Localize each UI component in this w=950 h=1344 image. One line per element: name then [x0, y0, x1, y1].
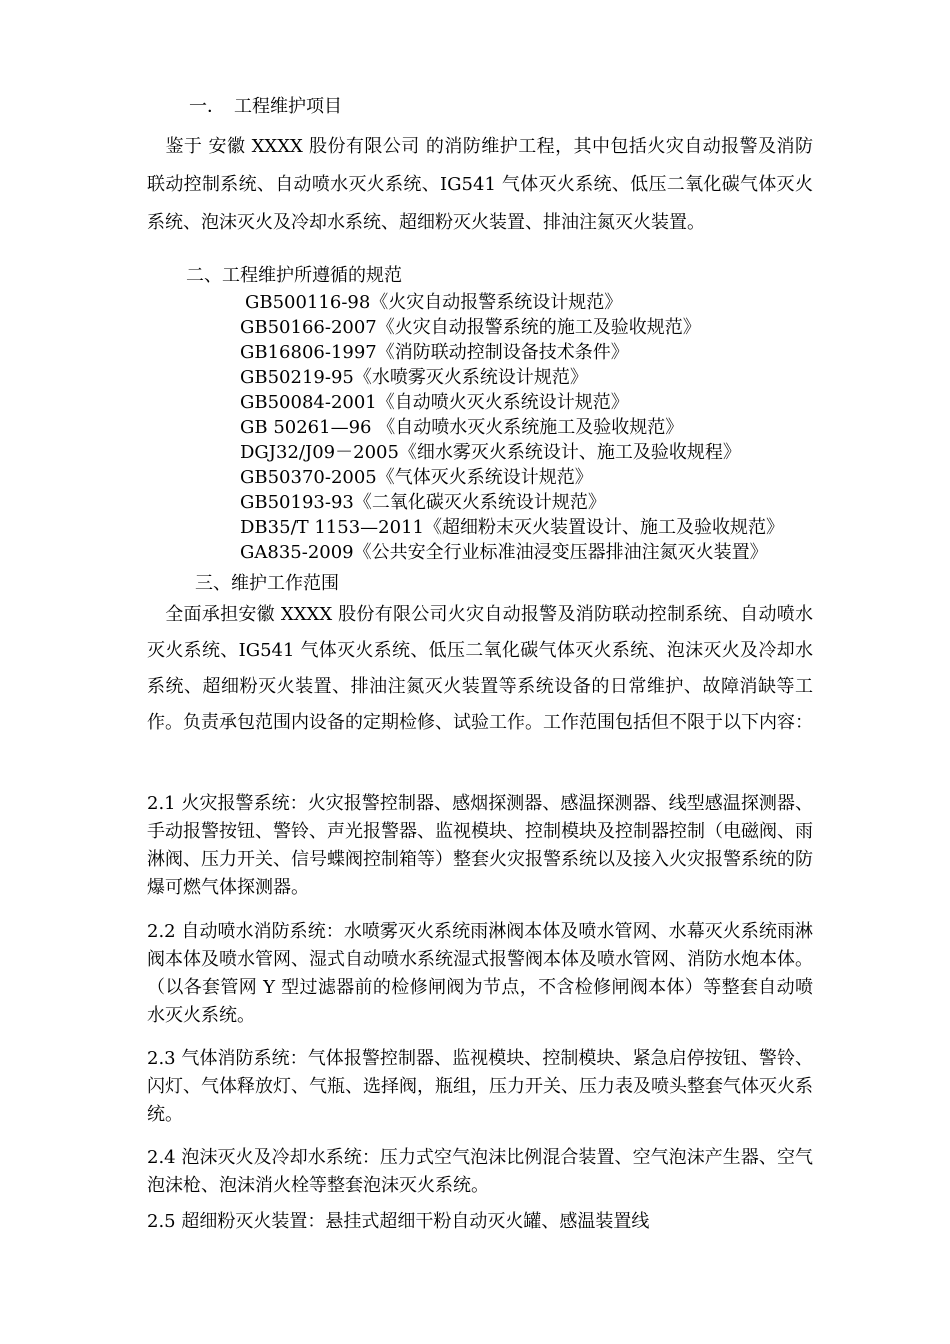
section2-heading: 二、工程维护所遵循的规范 [186, 265, 402, 286]
section1-heading: 一． 工程维护项目 [189, 96, 342, 117]
scope-item-foam: 2.4 泡沫灭火及冷却水系统：压力式空气泡沫比例混合装置、空气泡沫产生器、空气泡沫枪、泡沫消火栓等整套泡沫灭火系统。 [147, 1147, 813, 1196]
standard-item: GB50084-2001《自动喷火灭火系统设计规范》 [240, 392, 629, 413]
section1-body: 鉴于 安徽 XXXX 股份有限公司 的消防维护工程，其中包括火灾自动报警及消防联动控制系统、自动喷水灭火系统、IG541 气体灭火系统、低压二氧化碳气体灭火系统、泡沫灭火及冷却水系统、超细粉灭火装置、排油注氮灭火装置。 [147, 136, 813, 233]
standard-item: GB500116-98《火灾自动报警系统设计规范》 [245, 292, 623, 313]
section3-body: 全面承担安徽 XXXX 股份有限公司火灾自动报警及消防联动控制系统、自动喷水灭火系统、IG541 气体灭火系统、低压二氧化碳气体灭火系统、泡沫灭火及冷却水系统、超细粉灭火装置、排油注氮灭火装置等系统设备的日常维护、故障消缺等工作。负责承包范围内设备的定期检修、试验工作。工作范围包括但不限于以下内容： [147, 604, 813, 733]
standard-item: GA835-2009《公共安全行业标准油浸变压器排油注氮灭火装置》 [240, 542, 768, 563]
standard-item: DGJ32/J09－2005《细水雾灭火系统设计、施工及验收规程》 [240, 442, 741, 463]
scope-item-gas: 2.3 气体消防系统：气体报警控制器、监视模块、控制模块、紧急启停按钮、警铃、闪灯、气体释放灯、气瓶、选择阀，瓶组，压力开关、压力表及喷头整套气体灭火系统。 [147, 1048, 813, 1125]
standard-item: GB 50261—96 《自动喷水灭火系统施工及验收规范》 [240, 417, 684, 438]
scope-item-fire-alarm: 2.1 火灾报警系统：火灾报警控制器、感烟探测器、感温探测器、线型感温探测器、手动报警按钮、警铃、声光报警器、监视模块、控制模块及控制器控制（电磁阀、雨淋阀、压力开关、信号蝶阀控制箱等）整套火灾报警系统以及接入火灾报警系统的防爆可燃气体探测器。 [147, 793, 813, 898]
standard-item: GB50370-2005《气体灭火系统设计规范》 [240, 467, 593, 488]
standard-item: GB16806-1997《消防联动控制设备技术条件》 [240, 342, 629, 363]
standard-item: GB50219-95《水喷雾灭火系统设计规范》 [240, 367, 588, 388]
standard-item: GB50166-2007《火灾自动报警系统的施工及验收规范》 [240, 317, 701, 338]
standard-item: GB50193-93《二氧化碳灭火系统设计规范》 [240, 492, 606, 513]
scope-item-sprinkler: 2.2 自动喷水消防系统：水喷雾灭火系统雨淋阀本体及喷水管网、水幕灭火系统雨淋阀本体及喷水管网、湿式自动喷水系统湿式报警阀本体及喷水管网、消防水炮本体。（以各套管网 Y 型过滤器前的检修闸阀为节点，不含检修闸阀本体）等整套自动喷水灭火系统。 [147, 921, 813, 1026]
standard-item: DB35/T 1153—2011《超细粉末灭火装置设计、施工及验收规范》 [240, 517, 784, 538]
section3-heading: 三、维护工作范围 [195, 573, 339, 594]
scope-item-powder: 2.5 超细粉灭火装置：悬挂式超细干粉自动灭火罐、感温装置线 [147, 1211, 650, 1232]
